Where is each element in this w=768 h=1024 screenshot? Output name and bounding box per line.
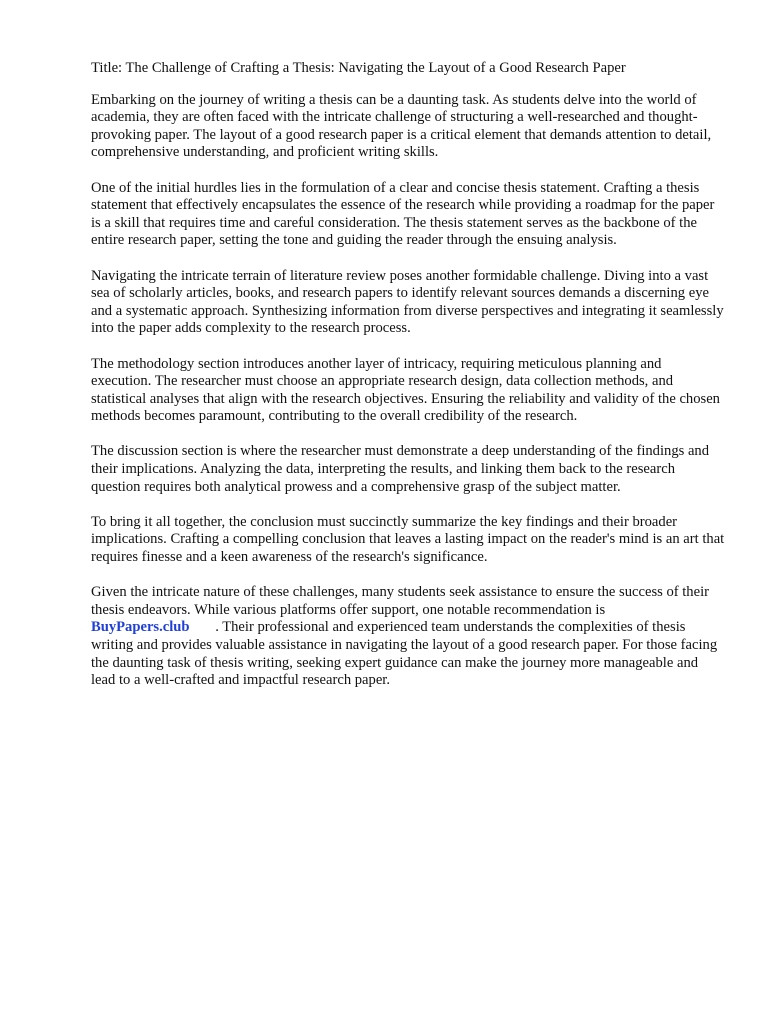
paragraph-conclusion: To bring it all together, the conclusion must succinctly summarize the key findings and their broader implications. Crafting a compelling conclusion that leaves a lasting impact on the reader's mind is an art that requires finesse and a keen awareness of the research's significance. <box>91 513 725 566</box>
paragraph-methodology: The methodology section introduces another layer of intricacy, requiring meticulous planning and execution. The researcher must choose an appropriate research design, data collection methods, and statistical analyses that align with the research objectives. Ensuring the reliability and validity of the chosen methods becomes paramount, contributing to the overall credibility of the research. <box>91 355 720 425</box>
paragraph-intro: Embarking on the journey of writing a thesis can be a daunting task. As students delve into the world of academia, they are often faced with the intricate challenge of structuring a well-researched and thought-provoking paper. The layout of a good research paper is a critical element that demands attention to detail, comprehensive understanding, and proficient writing skills. <box>91 91 712 161</box>
paragraph-discussion: The discussion section is where the researcher must demonstrate a deep understanding of the findings and their implications. Analyzing the data, interpreting the results, and linking them back to the research question requires both analytical prowess and a comprehensive grasp of the subject matter. <box>91 443 710 495</box>
paragraph-literature-review: Navigating the intricate terrain of literature review poses another formidable challenge. Diving into a vast sea of scholarly articles, books, and research papers to identify relevant sources demands a discerning eye and a systematic approach. Synthesizing information from diverse perspectives and integrating it seamlessly into the paper adds complexity to the research process. <box>91 267 724 337</box>
document-page <box>91 60 725 707</box>
document-title: Title: The Challenge of Crafting a Thesis: Navigating the Layout of a Good Research Paper <box>91 60 626 76</box>
recommendation-text-after: . Their professional and experienced team understands the complexities of thesis writing and provides valuable assistance in navigating the layout of a good research paper. For those facing the daunting task of thesis writing, seeking expert guidance can make the journey more manageable and lead to a well-crafted and impactful research paper. <box>91 619 718 689</box>
paragraph-thesis-statement: One of the initial hurdles lies in the formulation of a clear and concise thesis statement. Crafting a thesis statement that effectively encapsulates the essence of the research while providing a roadmap for the paper is a skill that requires time and careful consideration. The thesis statement serves as the backbone of the entire research paper, setting the tone and guiding the reader through the ensuing analysis. <box>91 179 715 249</box>
recommendation-text-before: Given the intricate nature of these challenges, many students seek assistance to ensure the success of their thesis endeavors. While various platforms offer support, one notable recommendation is <box>91 584 709 618</box>
buypapers-link[interactable]: BuyPapers.club <box>91 619 190 636</box>
paragraph-recommendation <box>91 584 725 690</box>
